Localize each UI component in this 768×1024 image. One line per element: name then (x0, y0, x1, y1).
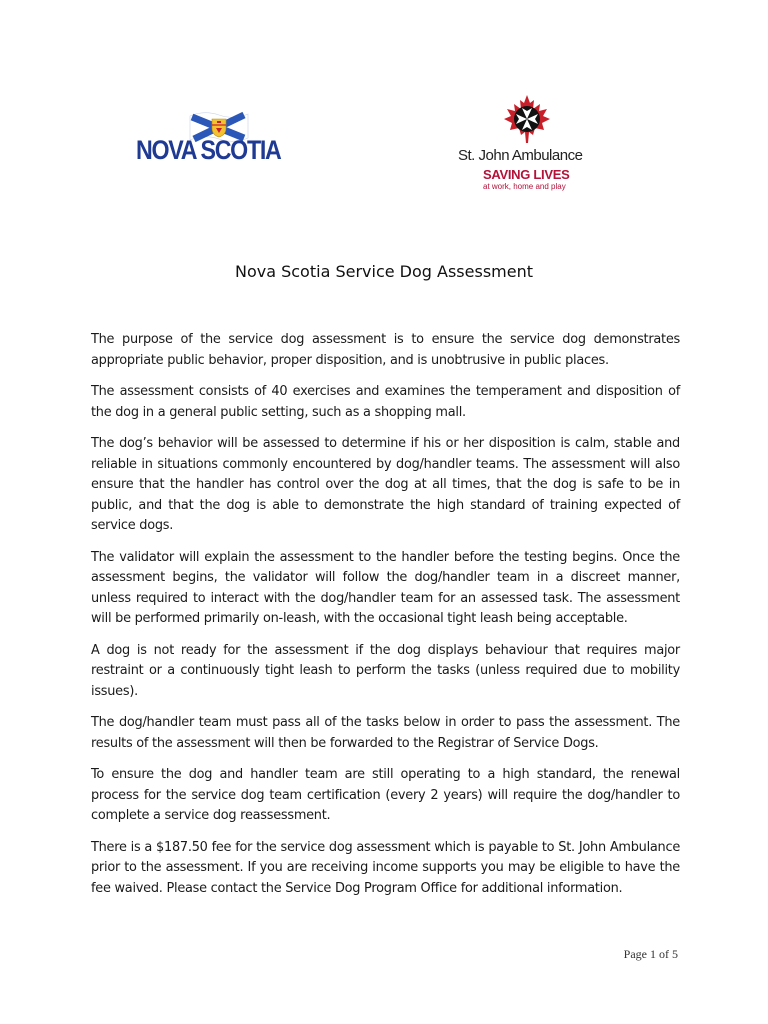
paragraph-renewal: To ensure the dog and handler team are still operating to a high standard, the renewal process for the service dog team certification (every 2 years) will require the dog/handler to complete a service dog reassessment. (91, 767, 680, 823)
paragraph-readiness: A dog is not ready for the assessment if the dog displays behaviour that requires major restraint or a continuously tight leash to perform the tasks (unless required due to mobility issues). (91, 642, 680, 699)
document-title: Nova Scotia Service Dog Assessment (234, 262, 533, 281)
saving-lives-tagline: SAVING LIVES (483, 167, 570, 182)
page-number: Page 1 of 5 (623, 947, 678, 961)
paragraph-validator: The validator will explain the assessment to the handler before the testing begins. Once the assessment begins, the validator will follow the dog/handler team in a discreet manner, unless required to interact with the dog/handler team for an assessed task. The assessment will be performed primarily on-leash, with the occasional tight leash being acceptable. (91, 549, 680, 626)
paragraph-pass-requirement: The dog/handler team must pass all of the tasks below in order to pass the assessment. The results of the assessment will then be forwarded to the Registrar of Service Dogs. (91, 715, 680, 751)
document-body (91, 330, 680, 910)
paragraph-purpose: The purpose of the service dog assessment is to ensure the service dog demonstrates appropriate public behavior, proper disposition, and is unobtrusive in public places. (91, 332, 680, 368)
st-john-maple-cross-icon (502, 94, 552, 144)
paragraph-fee: There is a $187.50 fee for the service dog assessment which is payable to St. John Ambulance prior to the assessment. If you are receiving income supports you may be eligible to have the fee waived. Please contact the Service Dog Program Office for additional information. (91, 839, 680, 896)
saving-lives-subtagline: at work, home and play (483, 182, 566, 191)
nova-scotia-wordmark: NOVA SCOTIA (136, 135, 281, 165)
st-john-ambulance-logo (456, 94, 616, 198)
paragraph-behavior: The dog’s behavior will be assessed to determine if his or her disposition is calm, stable and reliable in situations commonly encountered by dog/handler teams. The assessment will also ensure that the handler has control over the dog at all times, that the dog is safe to be in public, and that the dog is able to demonstrate the high standard of training expected of service dogs. (91, 436, 680, 533)
paragraph-exercises: The assessment consists of 40 exercises and examines the temperament and disposition of the dog in a general public setting, such as a shopping mall. (91, 384, 680, 420)
nova-scotia-logo (134, 104, 308, 198)
st-john-ambulance-name: St. John Ambulance (458, 147, 583, 164)
